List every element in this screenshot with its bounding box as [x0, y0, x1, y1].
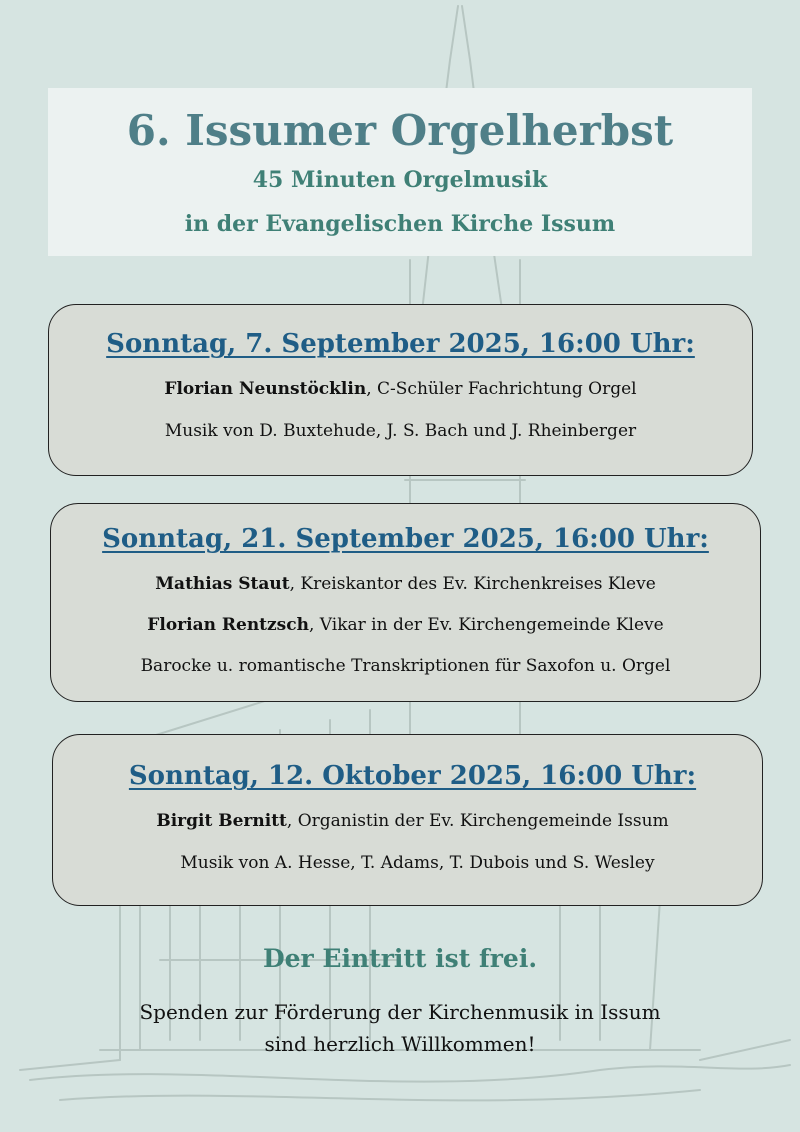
event-performer: [49, 379, 752, 399]
event-program: Barocke u. romantische Transkriptionen für Saxofon u. Orgel: [140, 656, 671, 676]
donation-notice: [0, 996, 800, 1060]
event-program: Musik von D. Buxtehude, J. S. Bach und J. Rheinberger: [164, 421, 637, 441]
event-card-2: [50, 503, 761, 702]
event-date: Sonntag, 12. Oktober 2025, 16:00 Uhr:: [128, 761, 697, 791]
header-banner: [48, 88, 752, 256]
event-performer: [51, 615, 760, 635]
performer-name: Birgit Bernitt: [156, 811, 287, 831]
performer-role: , C-Schüler Fachrichtung Orgel: [366, 379, 637, 399]
page-title: 6. Issumer Orgelherbst: [126, 106, 674, 155]
event-card-3: [52, 734, 763, 906]
event-program: Musik von A. Hesse, T. Adams, T. Dubois und S. Wesley: [180, 853, 655, 873]
performer-role: , Kreiskantor des Ev. Kirchenkreises Kleve: [289, 574, 656, 594]
donation-line-1: Spenden zur Förderung der Kirchenmusik in Issum: [139, 1000, 661, 1024]
event-performer: [51, 574, 760, 594]
subtitle-duration: 45 Minuten Orgelmusik: [252, 167, 548, 193]
event-date: Sonntag, 21. September 2025, 16:00 Uhr:: [102, 524, 709, 554]
free-entry-notice: Der Eintritt ist frei.: [262, 944, 538, 973]
event-performer: [53, 811, 762, 831]
performer-role: , Organistin der Ev. Kirchengemeinde Issum: [286, 811, 669, 831]
performer-role: , Vikar in der Ev. Kirchengemeinde Kleve: [308, 615, 664, 635]
event-card-1: [48, 304, 753, 476]
performer-name: Florian Rentzsch: [147, 615, 309, 635]
donation-line-2: sind herzlich Willkommen!: [264, 1032, 536, 1056]
performer-name: Mathias Staut: [155, 574, 290, 594]
subtitle-location: in der Evangelischen Kirche Issum: [184, 211, 616, 237]
performer-name: Florian Neunstöcklin: [164, 379, 367, 399]
event-date: Sonntag, 7. September 2025, 16:00 Uhr:: [106, 329, 695, 359]
